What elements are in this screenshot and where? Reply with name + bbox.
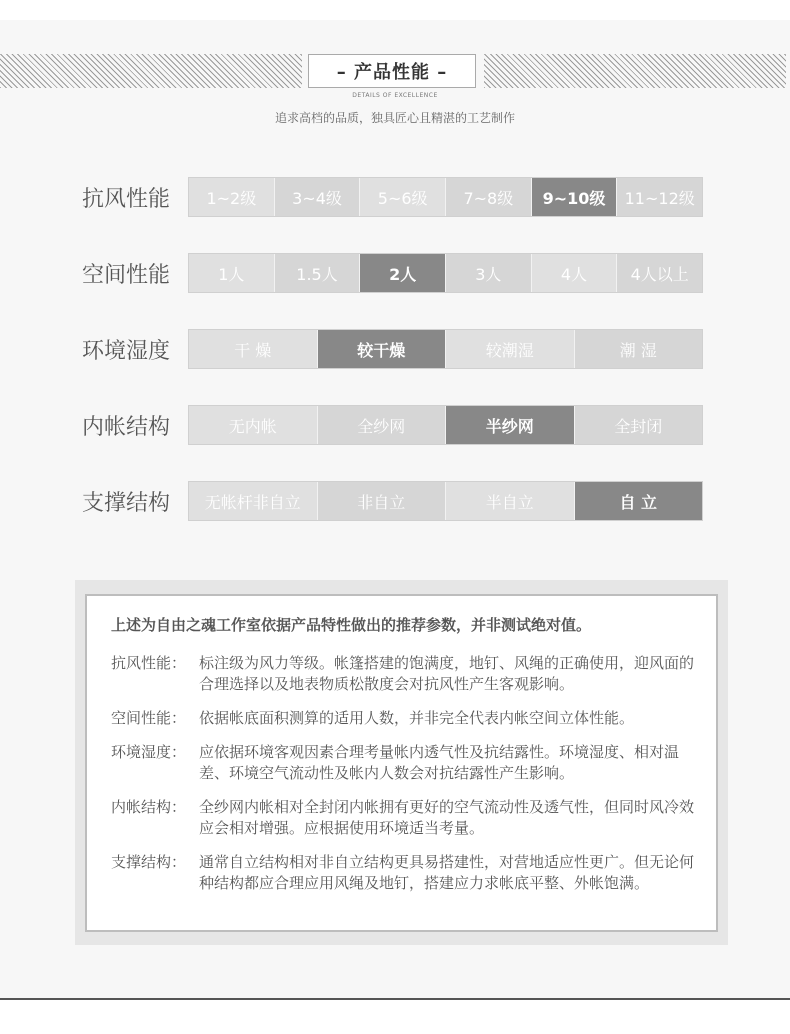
- note-key: 空间性能：: [111, 709, 187, 727]
- rating-option: 1.5人: [275, 254, 361, 292]
- note-text: 标注级为风力等级。帐篷搭建的饱满度，地钉、风绳的正确使用，迎风面的合理选择以及地表物质松散度会对抗风性产生客观影响。: [199, 654, 695, 693]
- notes-panel: [85, 594, 718, 932]
- rating-label-inner-tent: 内帐结构: [82, 414, 171, 440]
- rating-option: 4人以上: [617, 254, 702, 292]
- note-key: 支撑结构：: [111, 853, 187, 871]
- note-key: 内帐结构：: [111, 798, 187, 816]
- note-key: 抗风性能：: [111, 654, 187, 672]
- rating-option: 较干燥: [318, 330, 447, 368]
- note-key: 环境湿度：: [111, 743, 187, 761]
- header-hatch-right: [484, 54, 786, 88]
- section-subtitle: DETAILS OF EXCELLENCE: [352, 92, 438, 99]
- rating-option: 7~8级: [446, 178, 532, 216]
- rating-option: 3人: [446, 254, 532, 292]
- rating-option: 半自立: [446, 482, 575, 520]
- note-text: 应依据环境客观因素合理考量帐内透气性及抗结露性。环境湿度、相对温差、环境空气流动性及帐内人数会对抗结露性产生影响。: [199, 743, 680, 782]
- note-text: 依据帐底面积测算的适用人数，并非完全代表内帐空间立体性能。: [199, 709, 635, 727]
- rating-label-wind: 抗风性能: [82, 186, 171, 212]
- header-hatch-left: [0, 54, 302, 88]
- rating-bar-humidity: [188, 329, 703, 369]
- note-item: [111, 852, 694, 894]
- rating-bar-support: [188, 481, 703, 521]
- rating-option: 4人: [532, 254, 618, 292]
- rating-option: 1人: [189, 254, 275, 292]
- rating-option: 9~10级: [532, 178, 618, 216]
- note-text: 全纱网内帐相对全封闭内帐拥有更好的空气流动性及透气性，但同时风冷效应会相对增强。应根据使用环境适当考量。: [199, 798, 695, 837]
- rating-option: 干 燥: [189, 330, 318, 368]
- rating-option: 无帐杆非自立: [189, 482, 318, 520]
- rating-option: 1~2级: [189, 178, 275, 216]
- rating-option: 潮 湿: [575, 330, 703, 368]
- rating-option: 11~12级: [617, 178, 702, 216]
- rating-option: 5~6级: [360, 178, 446, 216]
- rating-bar-wind: [188, 177, 703, 217]
- note-item: [111, 797, 694, 839]
- section-title: – 产品性能 –: [308, 54, 476, 88]
- bottom-divider: [0, 998, 790, 1000]
- section-tagline: 追求高档的品质，独具匠心且精湛的工艺制作: [274, 111, 515, 125]
- rating-option: 自 立: [575, 482, 703, 520]
- rating-option: 非自立: [318, 482, 447, 520]
- rating-label-support: 支撑结构: [82, 490, 171, 516]
- note-item: [111, 742, 694, 784]
- rating-label-space: 空间性能: [82, 262, 171, 288]
- rating-option: 无内帐: [189, 406, 318, 444]
- rating-option: 3~4级: [275, 178, 361, 216]
- notes-intro: 上述为自由之魂工作室依据产品特性做出的推荐参数，并非测试绝对值。: [111, 616, 592, 634]
- rating-label-humidity: 环境湿度: [82, 338, 171, 364]
- note-text: 通常自立结构相对非自立结构更具易搭建性，对营地适应性更广。但无论何种结构都应合理应用风绳及地钉，搭建应力求帐底平整、外帐饱满。: [199, 853, 695, 892]
- rating-option: 2人: [360, 254, 446, 292]
- rating-option: 较潮湿: [446, 330, 575, 368]
- rating-option: 全封闭: [575, 406, 703, 444]
- rating-option: 半纱网: [446, 406, 575, 444]
- note-item: [111, 708, 694, 729]
- rating-bar-space: [188, 253, 703, 293]
- rating-option: 全纱网: [318, 406, 447, 444]
- note-item: [111, 653, 694, 695]
- rating-bar-inner-tent: [188, 405, 703, 445]
